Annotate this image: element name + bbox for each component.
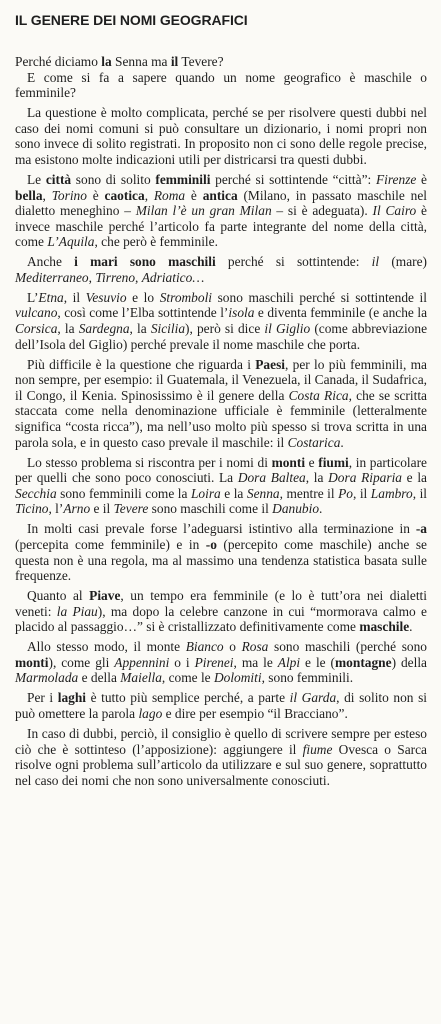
italic-text: la Piau bbox=[56, 603, 98, 619]
italic-text: Alpi bbox=[277, 654, 301, 670]
text-run: , mentre il bbox=[279, 485, 339, 501]
paragraph bbox=[15, 455, 427, 517]
bold-text: Paesi bbox=[255, 356, 285, 372]
bold-text: -a bbox=[415, 521, 427, 537]
bold-text: maschile bbox=[359, 619, 410, 635]
bold-text: bella bbox=[15, 187, 43, 203]
text-run: e bbox=[305, 454, 319, 470]
text-run: E come si fa a sapere quando un nome geografico è maschile o femminile? bbox=[15, 69, 427, 101]
italic-text: Maiella bbox=[120, 670, 162, 686]
bold-text: -o bbox=[205, 536, 217, 552]
text-run: , la bbox=[305, 470, 329, 486]
italic-text: Pirenei bbox=[194, 654, 234, 670]
italic-text: il bbox=[371, 254, 380, 270]
italic-text: Vesuvio bbox=[85, 289, 127, 305]
text-run: o i bbox=[169, 654, 195, 670]
bold-text: Piave bbox=[89, 588, 121, 604]
italic-text: Tevere bbox=[113, 501, 149, 517]
italic-text: Roma bbox=[153, 187, 186, 203]
text-run: , bbox=[144, 187, 154, 203]
text-run: (percepito come maschile) anche se questa non è una regola, ma al massimo una tendenza statistica basata sulle frequenze. bbox=[15, 536, 427, 584]
paragraph bbox=[15, 690, 427, 721]
text-run: , come le bbox=[161, 670, 214, 686]
paragraph bbox=[15, 172, 427, 250]
text-run: , di solito non si può omettere la parola bbox=[15, 690, 428, 722]
text-run: (come abbreviazione dell’Isola del Giglio) perché prevale il nome maschile che porta. bbox=[15, 321, 428, 352]
paragraph bbox=[15, 290, 427, 352]
text-run: è bbox=[416, 171, 427, 187]
text-run: . bbox=[409, 619, 413, 635]
italic-text: Etna bbox=[38, 289, 64, 305]
bold-text: monti bbox=[271, 454, 306, 470]
text-run: sono maschili perché si sottintende il bbox=[212, 289, 427, 305]
text-run: o bbox=[223, 639, 242, 655]
text-run: è invece maschile perché l’articolo fa parte integrante del nome della città, come bbox=[15, 203, 427, 250]
text-run: , il bbox=[412, 485, 428, 501]
text-run: ), ma dopo la celebre canzone in cui “mormorava calmo e placido al passaggio…” si è cristallizzato definitivamente come bbox=[15, 603, 427, 635]
italic-text: Sardegna bbox=[78, 321, 130, 337]
page-title: IL GENERE DEI NOMI GEOGRAFICI bbox=[15, 12, 248, 28]
text-run: ) della bbox=[391, 654, 427, 670]
bold-text: caotica bbox=[104, 187, 145, 203]
text-run: Quanto al bbox=[27, 588, 90, 604]
text-run: La questione è molto complicata, perché se per risolvere questi dubbi nel caso dei nomi comuni si può consultare un dizionario, i nomi propri non sono invece di solito registrati. In proposito non ci sono delle regole precise, ma esistono molte indicazioni utili per districarsi tra questi dubbi. bbox=[15, 105, 427, 167]
italic-text: Mediterraneo bbox=[15, 269, 89, 285]
italic-text: Costarica bbox=[287, 434, 341, 450]
text-run: ), però si dice bbox=[185, 321, 265, 337]
text-run: Anche bbox=[27, 254, 75, 270]
italic-text: Senna bbox=[246, 485, 280, 501]
italic-text: Adriatico… bbox=[141, 269, 205, 285]
italic-text: Dolomiti bbox=[213, 670, 262, 686]
paragraph bbox=[15, 105, 427, 167]
text-run: Le bbox=[27, 171, 46, 187]
text-run: sono maschili (perché sono bbox=[268, 639, 427, 655]
italic-text: Milan l’è un gran Milan bbox=[135, 203, 272, 219]
italic-text: Sicilia bbox=[150, 321, 186, 337]
bold-text: i mari sono maschili bbox=[74, 254, 216, 270]
bold-text: femminili bbox=[155, 171, 211, 187]
text-run: e lo bbox=[126, 289, 160, 305]
bold-text: fiumi bbox=[318, 454, 349, 470]
italic-text: Arno bbox=[63, 501, 91, 517]
text-run: (percepita come femminile) e in bbox=[15, 536, 206, 552]
text-run: e le ( bbox=[300, 654, 336, 670]
italic-text: Tirreno bbox=[95, 269, 136, 285]
text-run: . bbox=[319, 501, 323, 517]
text-run: Per i bbox=[27, 690, 58, 706]
italic-text: Rosa bbox=[241, 639, 269, 655]
paragraph bbox=[15, 70, 427, 101]
text-run: Allo stesso modo, il monte bbox=[27, 639, 186, 655]
italic-text: Firenze bbox=[375, 171, 417, 187]
text-run: e della bbox=[78, 670, 121, 686]
paragraph bbox=[15, 254, 427, 285]
italic-text: Marmolada bbox=[15, 670, 79, 686]
italic-text: Ticino bbox=[15, 501, 49, 517]
italic-text: Secchia bbox=[15, 485, 57, 501]
text-run: ), come gli bbox=[48, 654, 115, 670]
text-run: , bbox=[135, 269, 142, 285]
italic-text: Bianco bbox=[185, 639, 224, 655]
italic-text: il Garda bbox=[289, 690, 337, 706]
text-run: e la bbox=[402, 470, 427, 486]
text-run: , la bbox=[57, 321, 79, 337]
italic-text: il Giglio bbox=[264, 321, 311, 337]
text-run: , il bbox=[352, 485, 371, 501]
text-run: sono di solito bbox=[71, 171, 156, 187]
bold-text: antica bbox=[202, 187, 238, 203]
text-run: – si è adeguata). bbox=[271, 203, 373, 219]
text-run: è tutto più semplice perché, a parte bbox=[86, 690, 290, 706]
text-run: Senna ma bbox=[111, 54, 171, 69]
italic-text: Danubio bbox=[272, 501, 320, 517]
bold-text: monti bbox=[15, 654, 49, 670]
paragraph bbox=[15, 588, 427, 635]
italic-text: isola bbox=[228, 305, 255, 321]
italic-text: Stromboli bbox=[159, 289, 213, 305]
article-body bbox=[15, 54, 427, 788]
italic-text: lago bbox=[138, 706, 163, 722]
text-run: , sono femminili. bbox=[261, 670, 354, 686]
bold-text: la bbox=[101, 54, 112, 69]
text-run: e la bbox=[220, 485, 247, 501]
text-run: , così come l’Elba sottintende l’ bbox=[57, 305, 229, 321]
bold-text: laghi bbox=[57, 690, 87, 706]
text-run: , in particolare per quelli che sono poco conosciuti. La bbox=[15, 454, 427, 486]
italic-text: Lambro bbox=[370, 485, 413, 501]
italic-text: L’Aquila bbox=[47, 234, 95, 250]
paragraph bbox=[15, 726, 427, 788]
text-run: , ma le bbox=[233, 654, 278, 670]
bold-text: città bbox=[45, 171, 72, 187]
text-run: , bbox=[42, 187, 52, 203]
text-run: In molti casi prevale forse l’adeguarsi istintivo alla terminazione in bbox=[27, 521, 416, 537]
italic-text: Corsica bbox=[15, 321, 58, 337]
text-run: Perché diciamo bbox=[15, 54, 102, 69]
paragraph bbox=[15, 639, 427, 686]
italic-text: Po bbox=[338, 485, 353, 501]
text-run: Ovesca o Sarca risolve ogni problema sull’articolo da utilizzare e sul suo genere, soprattutto nel caso dei nomi che non sono universalmente conosciuti. bbox=[15, 741, 427, 788]
text-run: perché si sottintende: bbox=[215, 254, 372, 270]
text-run: e diventa femminile (e anche la bbox=[254, 305, 428, 321]
text-run: L’ bbox=[27, 289, 39, 305]
italic-text: Torino bbox=[51, 187, 87, 203]
paragraph bbox=[15, 521, 427, 583]
text-run: (mare) bbox=[379, 254, 428, 270]
text-run: e il bbox=[90, 501, 114, 517]
text-run: è bbox=[185, 187, 203, 203]
text-run: , che se scritta staccata come nella denominazione ufficiale è femminile (letteralmente significa “costa ricca”), ma nell’uso molto più spesso si trova scritta in una parola sola, e in questo caso prevale il maschile: il bbox=[15, 387, 427, 450]
text-run: , la bbox=[129, 321, 151, 337]
text-run: , per lo più femminili, ma non sempre, per esempio: il Guatemala, il Venezuela, il Canada, il Sudafrica, il Congo, il Kenia. Spinosissimo è il genere della bbox=[15, 356, 427, 403]
text-run: . bbox=[340, 434, 344, 450]
italic-text: Loira bbox=[190, 485, 221, 501]
text-run: , l’ bbox=[48, 501, 64, 517]
text-run: Tevere? bbox=[178, 54, 224, 69]
text-run: sono femminili come la bbox=[56, 485, 191, 501]
italic-text: Dora Baltea bbox=[237, 470, 306, 486]
italic-text: Il Cairo bbox=[372, 203, 417, 219]
text-run: , che però è femminile. bbox=[94, 234, 218, 250]
text-run: , bbox=[88, 269, 96, 285]
text-run: , un tempo era femminile (e lo è tutt’ora nei dialetti veneti: bbox=[15, 588, 427, 619]
text-run: perché si sottintende “città”: bbox=[210, 171, 376, 187]
italic-text: Costa Rica bbox=[288, 387, 349, 403]
italic-text: Dora Riparia bbox=[328, 470, 402, 486]
text-run: , il bbox=[63, 289, 86, 305]
text-run: (Milano, in passato maschile nel dialetto meneghino – bbox=[15, 187, 428, 219]
italic-text: vulcano bbox=[15, 305, 58, 321]
bold-text: il bbox=[170, 54, 179, 69]
italic-text: fiume bbox=[302, 741, 333, 757]
text-run: Più difficile è la questione che riguarda i bbox=[27, 356, 256, 372]
text-run: è bbox=[86, 187, 105, 203]
text-run: Lo stesso problema si riscontra per i nomi di bbox=[27, 454, 272, 470]
paragraph bbox=[15, 357, 427, 451]
text-run: e dire per esempio “il Bracciano”. bbox=[162, 706, 348, 722]
text-run: sono maschili come il bbox=[148, 501, 273, 517]
paragraph bbox=[15, 54, 427, 70]
text-run: In caso di dubbi, perciò, il consiglio è quello di scrivere sempre per esteso ciò che è sottinteso (l’apposizione): aggiungere il bbox=[15, 726, 427, 757]
italic-text: Appennini bbox=[114, 654, 170, 670]
bold-text: montagne bbox=[335, 654, 392, 670]
